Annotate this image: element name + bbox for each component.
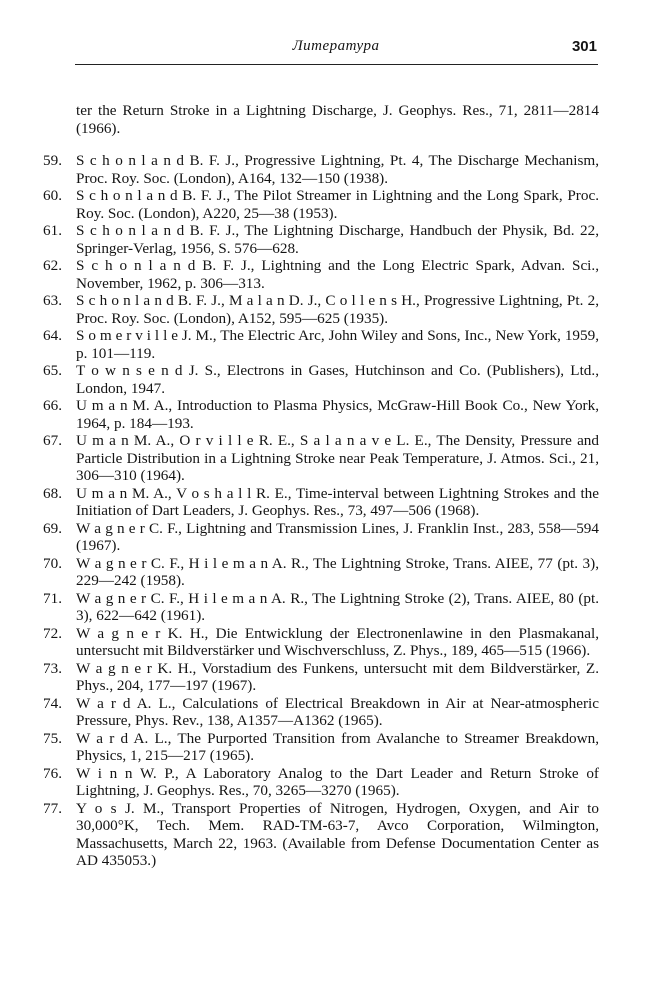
- reference-text: W a r d A. L., The Purported Transition from Avalanche to Streamer Breakdown, Physics, 1, 215—217 (1965).: [76, 729, 599, 765]
- reference-number: 61.: [43, 222, 62, 240]
- running-header: [75, 38, 597, 62]
- reference-number: 73.: [43, 659, 62, 677]
- reference-text: U m a n M. A., Introduction to Plasma Physics, McGraw-Hill Book Co., New York, 1964, p. 184—193.: [76, 397, 599, 432]
- reference-text: W a g n e r K. H., Die Entwicklung der Electronenlawine in den Plasmakanal, untersucht mit Bildverstärker und Wischverschluss, Z. Phys., 189, 465—515 (1966).: [76, 624, 599, 660]
- reference-text: W a g n e r C. F., Lightning and Transmission Lines, J. Franklin Inst., 283, 558—594 (1967).: [76, 519, 599, 555]
- reference-number: 70.: [43, 554, 62, 572]
- reference-number: 68.: [43, 484, 62, 502]
- reference-list: [43, 87, 599, 870]
- reference-item: [43, 554, 599, 590]
- page-number: 301: [571, 38, 597, 55]
- reference-item: [43, 292, 599, 327]
- reference-text: W a r d A. L., Calculations of Electrical Breakdown in Air at Near-atmospheric Pressure, Phys. Rev., 138, A1357—A1362 (1965).: [76, 694, 599, 730]
- reference-number: 59.: [43, 152, 62, 170]
- reference-item: [43, 327, 599, 362]
- reference-number: 66.: [43, 397, 62, 415]
- reference-item: [43, 799, 599, 870]
- reference-number: 75.: [43, 729, 62, 747]
- reference-text: T o w n s e n d J. S., Electrons in Gases, Hutchinson and Co. (Publishers), Ltd., London, 1947.: [76, 362, 599, 397]
- reference-text: S c h o n l a n d B. F. J., Lightning and the Long Electric Spark, Advan. Sci., November, 1962, p. 306—313.: [76, 257, 599, 292]
- reference-text: W i n n W. P., A Laboratory Analog to the Dart Leader and Return Stroke of Lightning, J. Geophys. Res., 70, 3265—3270 (1965).: [76, 764, 599, 800]
- reference-number: 74.: [43, 694, 62, 712]
- reference-continuation: ter the Return Stroke in a Lightning Discharge, J. Geophys. Res., 71, 2811—2814 (1966).: [76, 102, 599, 137]
- reference-text: S c h o n l a n d B. F. J., The Pilot Streamer in Lightning and the Long Spark, Proc. Roy. Soc. (London), A220, 25—38 (1953).: [76, 187, 599, 222]
- reference-number: 72.: [43, 624, 62, 642]
- reference-item: [43, 589, 599, 625]
- reference-text: U m a n M. A., V o s h a l l R. E., Time-interval between Lightning Strokes and the Initiation of Dart Leaders, J. Geophys. Res., 73, 497—506 (1968).: [76, 484, 599, 520]
- reference-item: [43, 187, 599, 222]
- reference-text: S o m e r v i l l e J. M., The Electric Arc, John Wiley and Sons, Inc., New York, 1959, p. 101—119.: [76, 327, 599, 362]
- reference-item: [43, 694, 599, 730]
- reference-number: 62.: [43, 257, 62, 275]
- reference-text: S c h o n l a n d B. F. J., Progressive Lightning, Pt. 4, The Discharge Mechanism, Proc. Roy. Soc. (London), A164, 132—150 (1938).: [76, 152, 599, 187]
- reference-item: [43, 519, 599, 555]
- reference-item: [43, 257, 599, 292]
- reference-text: W a g n e r K. H., Vorstadium des Funkens, untersucht mit dem Bildverstärker, Z. Phys., 204, 177—197 (1967).: [76, 659, 599, 695]
- header-title: Литература: [292, 38, 380, 54]
- reference-text: S c h o n l a n d B. F. J., M a l a n D. J., C o l l e n s H., Progressive Lightning, Pt. 2, Proc. Roy. Soc. (London), A152, 595—625 (1935).: [76, 292, 599, 327]
- reference-item: [43, 362, 599, 397]
- reference-item: [43, 152, 599, 187]
- reference-item: [43, 397, 599, 432]
- reference-number: 60.: [43, 187, 62, 205]
- reference-item: [43, 484, 599, 520]
- reference-item: [43, 764, 599, 800]
- reference-text: W a g n e r C. F., H i l e m a n A. R., The Lightning Stroke, Trans. AIEE, 77 (pt. 3), 229—242 (1958).: [76, 554, 599, 590]
- reference-number: 65.: [43, 362, 62, 380]
- reference-number: 76.: [43, 764, 62, 782]
- reference-number: 77.: [43, 799, 62, 817]
- reference-number: 71.: [43, 589, 62, 607]
- reference-item: [43, 432, 599, 485]
- reference-number: 67.: [43, 432, 62, 450]
- reference-text: W a g n e r C. F., H i l e m a n A. R., The Lightning Stroke (2), Trans. AIEE, 80 (pt. 3), 622—642 (1961).: [76, 589, 599, 625]
- reference-number: 69.: [43, 519, 62, 537]
- reference-text: U m a n M. A., O r v i l l e R. E., S a l a n a v e L. E., The Density, Pressure and Particle Distribution in a Lightning Stroke near Peak Temperature, J. Atmos. Sci., 21, 306—310 (1964).: [76, 432, 599, 485]
- reference-item: [43, 222, 599, 257]
- reference-number: 64.: [43, 327, 62, 345]
- reference-text: S c h o n l a n d B. F. J., The Lightning Discharge, Handbuch der Physik, Bd. 22, Springer-Verlag, 1956, S. 576—628.: [76, 222, 599, 257]
- reference-item: [43, 729, 599, 765]
- reference-item: [43, 659, 599, 695]
- header-rule: [75, 64, 598, 65]
- reference-item: [43, 624, 599, 660]
- reference-text: Y o s J. M., Transport Properties of Nitrogen, Hydrogen, Oxygen, and Air to 30,000°K, Tech. Mem. RAD-TM-63-7, Avco Corporation, Wilmington, Massachusetts, March 22, 1963. (Available from Defense Documentation Center as AD 435053.): [76, 799, 599, 870]
- reference-number: 63.: [43, 292, 62, 310]
- reference-entries: [43, 152, 599, 870]
